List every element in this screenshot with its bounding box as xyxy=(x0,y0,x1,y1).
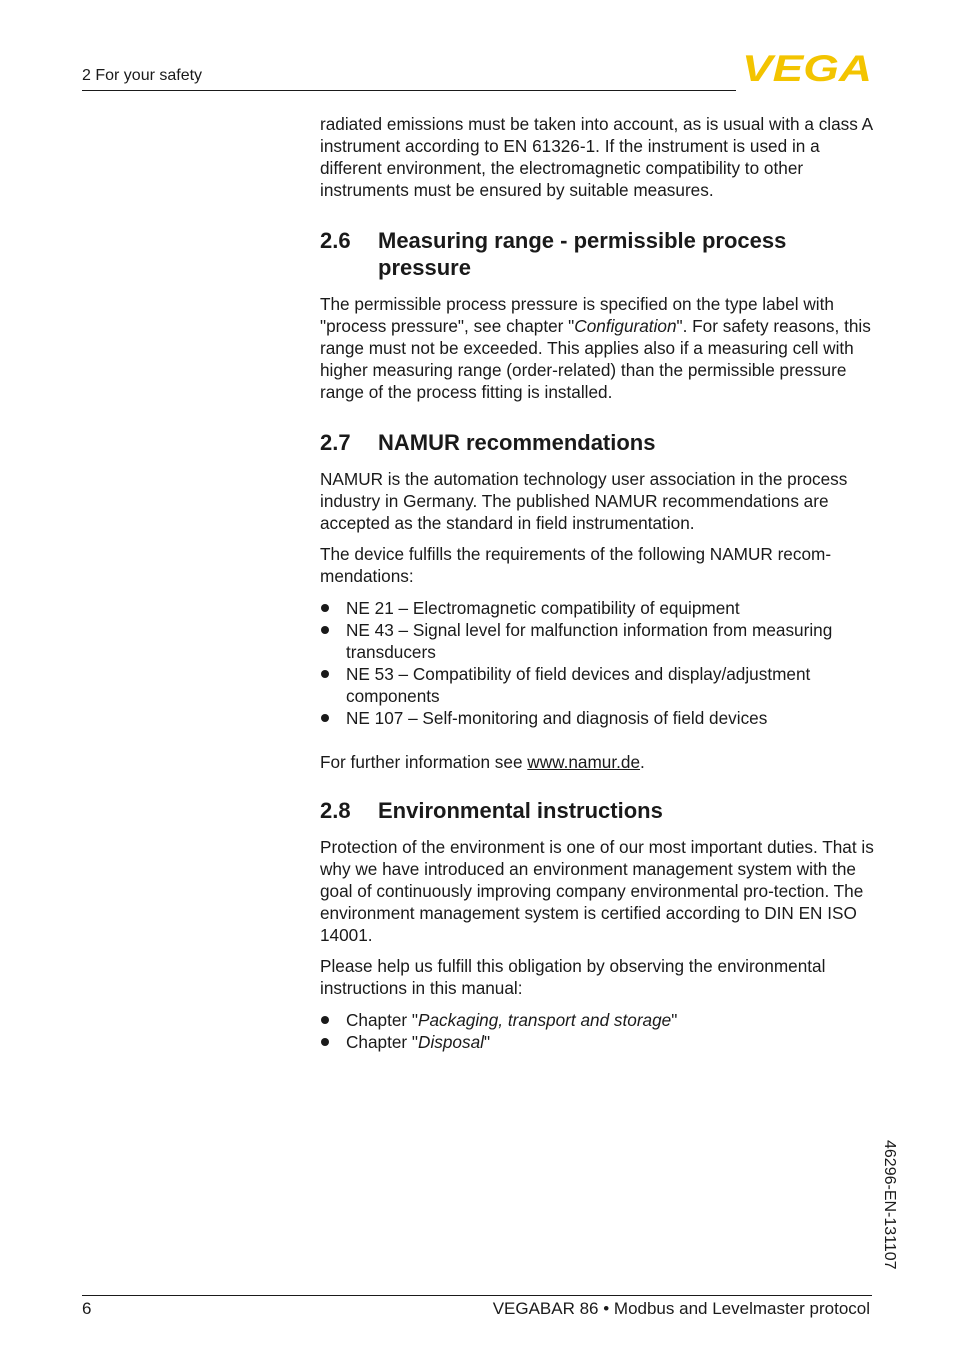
section-number: 2.8 xyxy=(320,798,351,823)
bullet-icon xyxy=(321,604,329,612)
section-heading-2-6 xyxy=(320,227,876,281)
list-item: NE 107 – Self-monitoring and diagnosis of field devices xyxy=(320,707,876,729)
section-title: Environmental instructions xyxy=(378,798,663,823)
main-content xyxy=(320,113,876,1065)
namur-list xyxy=(320,597,876,729)
vega-logo xyxy=(742,52,872,84)
chapter-reference: Configuration xyxy=(574,316,677,336)
section-title: Measuring range - permissible process pressure xyxy=(378,228,787,280)
environment-help-paragraph: Please help us fulfill this obligation by observing the environmental instructions in this manual: xyxy=(320,956,826,998)
process-pressure-paragraph: The permissible process pressure is specified on the type label with "process pressure", see chapter "Configuration". For safety reasons, this range must not be exceeded. This applies also if a measuring cell with higher measuring range (order-related) than the permissible pressure range of the process fitting is installed. xyxy=(320,294,871,402)
bullet-icon xyxy=(321,1016,329,1024)
section-heading-2-8 xyxy=(320,797,876,824)
bullet-icon xyxy=(321,670,329,678)
list-item: Chapter "Disposal" xyxy=(320,1031,876,1053)
footer-product-title: VEGABAR 86 • Modbus and Levelmaster protocol xyxy=(492,1299,870,1318)
section-number: 2.7 xyxy=(320,430,351,455)
section-title: NAMUR recommendations xyxy=(378,430,656,455)
section-heading-2-7 xyxy=(320,429,876,456)
namur-requirements-paragraph: The device fulfills the requirements of the following NAMUR recom-mendations: xyxy=(320,544,832,586)
environment-paragraph: Protection of the environment is one of our most important duties. That is why we have introduced an environment management system with the goal of continuously improving company environmental pro-tection. The environment management system is certified according to DIN EN ISO 14001. xyxy=(320,837,874,945)
namur-paragraph: NAMUR is the automation technology user association in the process industry in Germany. The published NAMUR recommendations are accepted as the standard in field instrumentation. xyxy=(320,469,848,533)
environment-list xyxy=(320,1009,876,1053)
intro-paragraph: radiated emissions must be taken into account, as is usual with a class A instrument according to EN 61326-1. If the instrument is used in a different environment, the electromagnetic compatibility to other instruments must be ensured by suitable measures. xyxy=(320,114,873,200)
bullet-icon xyxy=(321,1038,329,1046)
section-number: 2.6 xyxy=(320,228,351,253)
footer-rule xyxy=(82,1295,872,1296)
vega-logo-text: VEGA xyxy=(742,52,872,84)
namur-link[interactable]: www.namur.de xyxy=(527,752,641,772)
header-rule xyxy=(82,90,736,91)
list-item: NE 21 – Electromagnetic compatibility of equipment xyxy=(320,597,876,619)
list-item: NE 43 – Signal level for malfunction information from measuring transducers xyxy=(320,619,876,663)
bullet-icon xyxy=(321,626,329,634)
list-item: NE 53 – Compatibility of field devices and display/adjustment components xyxy=(320,663,876,707)
chapter-reference: Packaging, transport and storage xyxy=(418,1010,672,1030)
document-code: 46296-EN-131107 xyxy=(881,1140,898,1270)
bullet-icon xyxy=(321,714,329,722)
further-info-paragraph: For further information see www.namur.de. xyxy=(320,752,645,772)
chapter-reference: Disposal xyxy=(418,1032,484,1052)
running-header: 2 For your safety xyxy=(82,67,203,84)
page-number: 6 xyxy=(82,1299,92,1318)
list-item: Chapter "Packaging, transport and storage" xyxy=(320,1009,876,1031)
